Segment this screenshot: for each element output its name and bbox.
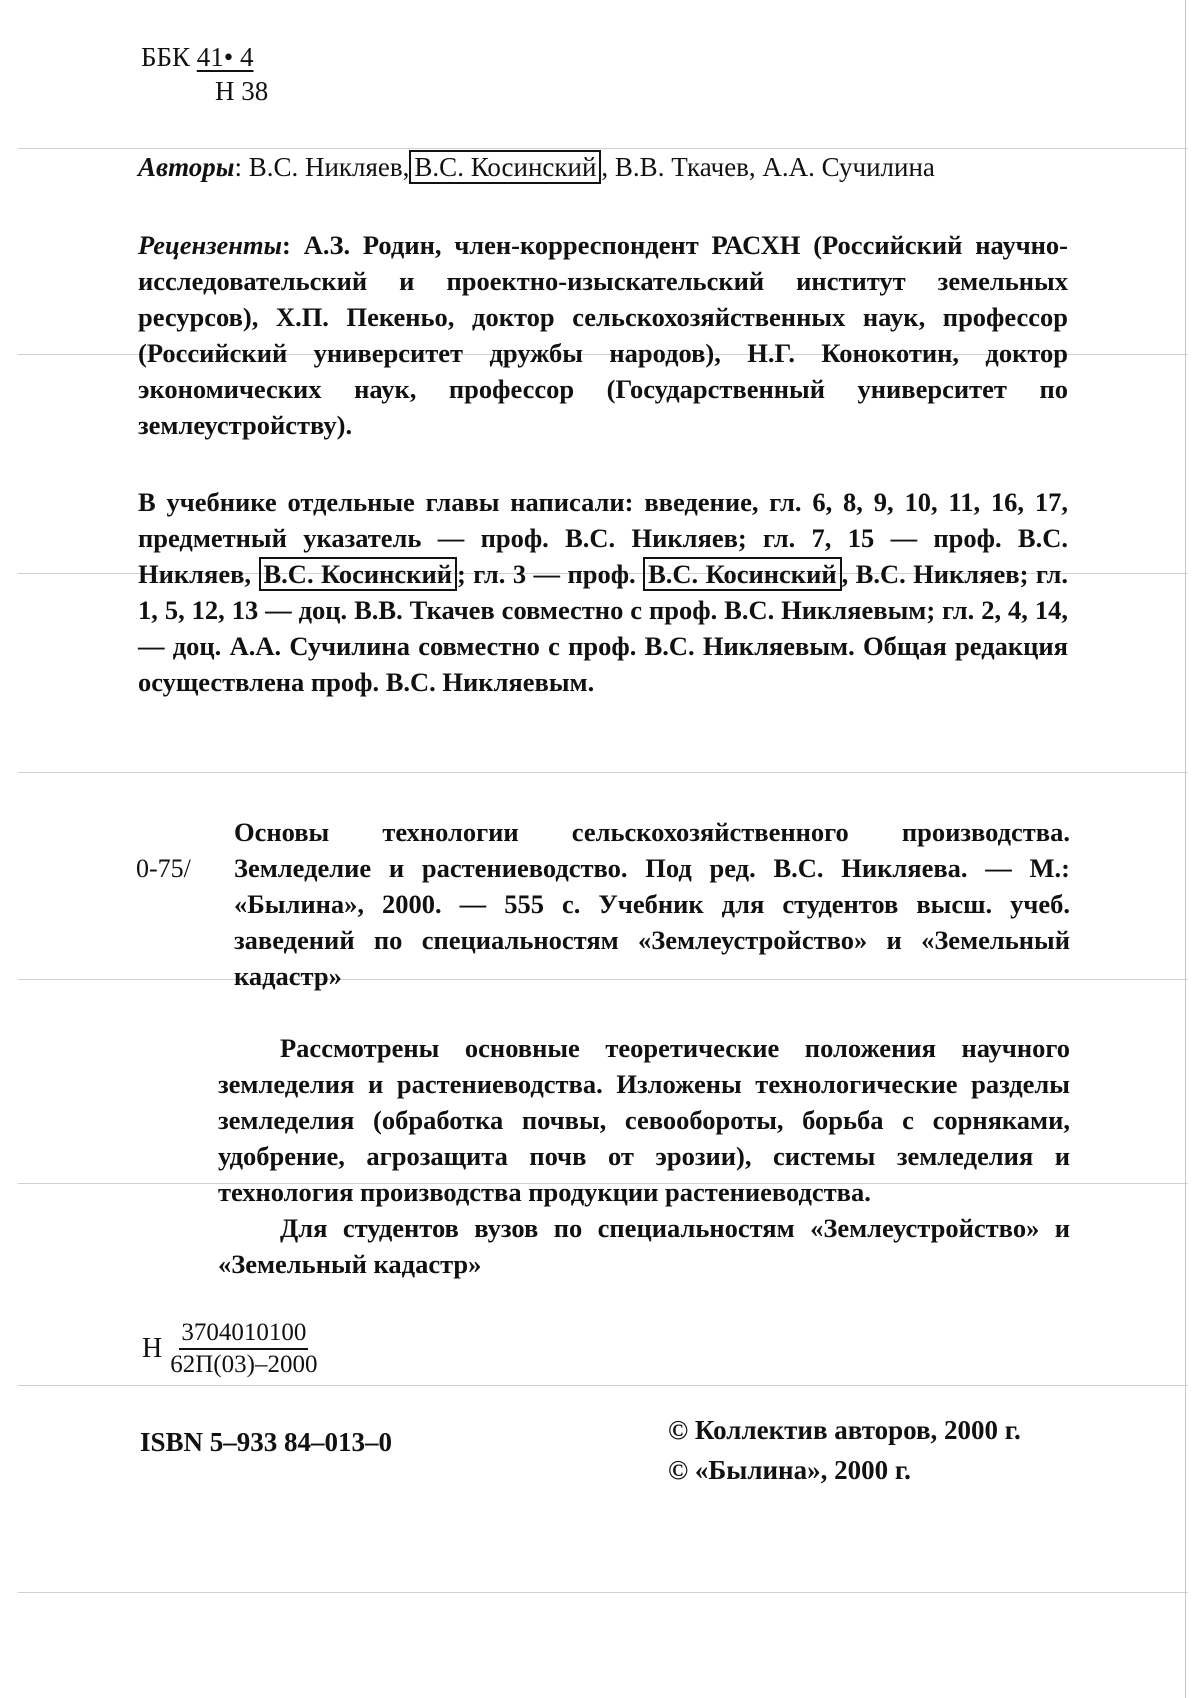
bbk-index bbox=[141, 40, 268, 108]
scan-line bbox=[18, 148, 1188, 149]
publisher-index-numerator: 3704010100 bbox=[179, 1318, 308, 1350]
copyright-line-2: © «Былина», 2000 г. bbox=[668, 1455, 911, 1485]
scan-edge-line bbox=[1185, 0, 1186, 1698]
bbk-number: 41• 4 bbox=[196, 42, 254, 72]
abstract-paragraph-1: Рассмотрены основные теоретические положения научного земледелия и растениеводства. Изложены технологические разделы земледелия (обработка почвы, севообороты, борьба с сорняками, удобрение, агрозащита почв от эрозии), системы земледелия и технология производства продукции растениеводства. bbox=[218, 1033, 1070, 1207]
abstract bbox=[218, 1030, 1070, 1282]
scan-line bbox=[18, 1385, 1188, 1386]
copyright-line-1: © Коллектив авторов, 2000 г. bbox=[668, 1415, 1021, 1445]
chapters-paragraph bbox=[138, 484, 1068, 700]
authors-line bbox=[138, 152, 935, 183]
bbk-label: ББК bbox=[141, 42, 191, 72]
authors-text-after: , В.В. Ткачев, А.А. Сучилина bbox=[601, 152, 935, 182]
reviewers-paragraph bbox=[138, 227, 1068, 443]
catalog-code: 0-75/ bbox=[136, 854, 191, 883]
scan-line bbox=[18, 772, 1188, 773]
authors-text-before: : В.С. Никляев, bbox=[234, 152, 410, 182]
publisher-index-letter: Н bbox=[142, 1333, 163, 1364]
publisher-index-fraction bbox=[170, 1318, 317, 1380]
chapters-text-1: В учебнике отдельные главы написали: введение, гл. 6, 8, 9, 10, 11, 16, 17, предметный указатель — проф. В.С. Никляев; гл. 7, 15 — проф. В.С. Никляев, bbox=[138, 487, 1068, 589]
reviewers-text: : А.З. Родин, член-корреспондент РАСХН (Российский научно-исследовательский и проектно-изыскательский институт земельных ресурсов), Х.П. Пекеньо, доктор сельскохозяйственных наук, профессор (Российский университет дружбы народов), Н.Г. Конокотин, доктор экономических наук, профессор (Государственный университет по землеустройству). bbox=[138, 230, 1068, 440]
chapters-boxed-name-2: В.С. Косинский bbox=[643, 557, 842, 591]
author-boxed-name: В.С. Косинский bbox=[409, 150, 601, 184]
authors-label: Авторы bbox=[138, 152, 235, 182]
chapters-boxed-name-1: В.С. Косинский bbox=[259, 557, 458, 591]
chapters-text-2: ; гл. 3 — проф. bbox=[457, 559, 636, 589]
publisher-index-denominator: 62П(03)–2000 bbox=[170, 1351, 318, 1378]
scan-line bbox=[18, 1592, 1188, 1593]
bbk-class: Н 38 bbox=[215, 76, 269, 106]
catalog-entry: Основы технологии сельскохозяйственного производства. Земледелие и растениеводство. Под ред. В.С. Никляева. — М.: «Былина», 2000. — 555 с. Учебник для студентов высш. учеб. заведений по специальностям «Землеустройство» и «Земельный кадастр» bbox=[234, 817, 1070, 991]
copyright bbox=[668, 1410, 1021, 1490]
publisher-index bbox=[142, 1318, 317, 1380]
reviewers-label: Рецензенты bbox=[138, 230, 283, 260]
isbn: ISBN 5–933 84–013–0 bbox=[140, 1427, 393, 1457]
chapters-text-3: , В.С. Никляев; гл. 1, 5, 12, 13 — доц. В.В. Ткачев совместно с проф. В.С. Никляевым; гл. 2, 4, 14, — доц. А.А. Сучилина совместно с проф. В.С. Никляевым. Общая редакция осуществлена проф. В.С. Никляевым. bbox=[138, 559, 1069, 697]
abstract-paragraph-2: Для студентов вузов по специальностям «Землеустройство» и «Земельный кадастр» bbox=[218, 1213, 1070, 1279]
